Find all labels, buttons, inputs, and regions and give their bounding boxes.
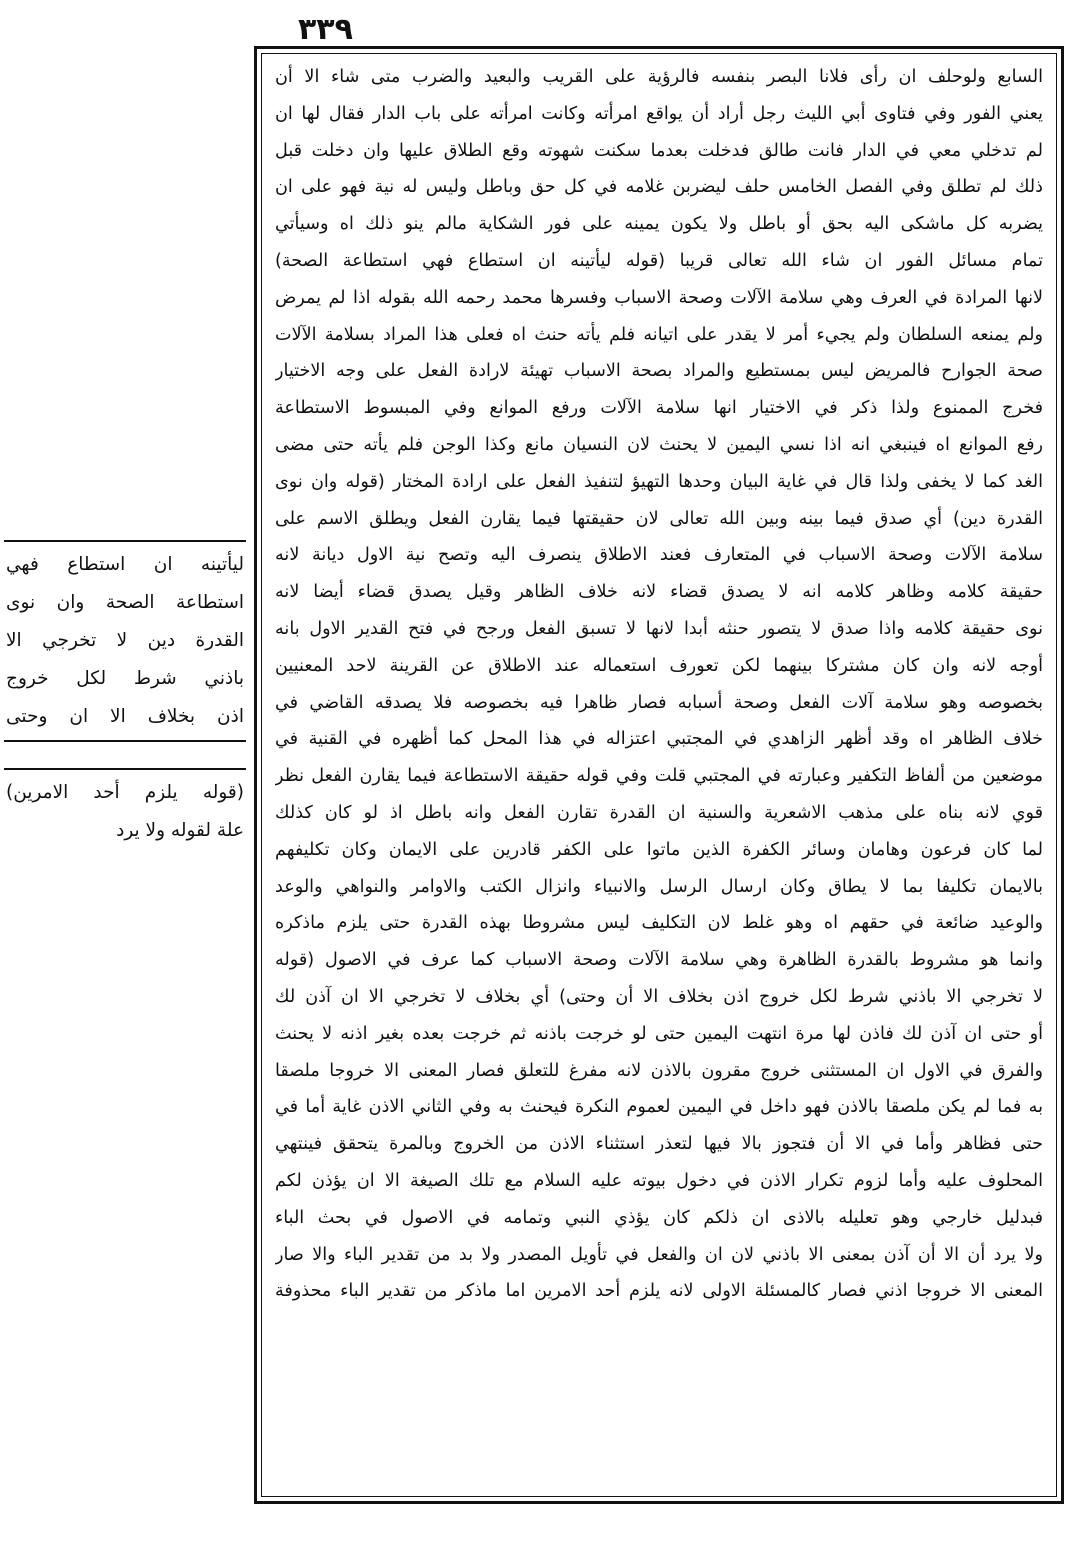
text-line: نوى حقيقة كلامه واذا صدق لا يتصور حنثه أبدا لانها لا تسبق الفعل ورجح في فتح القدير الاول بانه [275,618,1043,639]
text-line: المحلوف عليه وأما لزوم تكرار الاذن في دخول بيوته عليه السلام مع تلك الصيغة الا ان يؤذن لكم [275,1170,1043,1191]
text-line: والوعيد ضائعة في حقهم اه وهو غلط لان التكليف ليس مشروطا بهذه القدرة حتى يلزم ماذكره [275,913,1043,934]
text-line: صحة الجوارح فالمريض ليس بمستطيع والمراد بصحة الاسباب تهيئة لارادة الفعل على وجه الاختيار [275,361,1043,382]
text-line: تمام مسائل الفور ان شاء الله تعالى قريبا (قوله ليأتينه ان استطاع فهي استطاعة الصحة) [275,250,1043,271]
text-line: وانما هو مشروط بالقدرة الظاهرة وهي سلامة الآلات وصحة الاسباب كما عرف في الاصول (قوله [275,950,1043,971]
text-line: القدرة دين) أي صدق فيما بينه وبين الله تعالى لان حقيقتها فيما يقارن الفعل ويطلق الاسم على [275,508,1043,529]
margin-note-line: باذني شرط لكل خروج [6,668,244,689]
text-line: فخرج الممنوع ولذا ذكر في الاختيار انها سلامة الآلات ورفع الموانع وفي المبسوط الاستطاعة [275,398,1043,419]
text-line: حقيقة كلامه وظاهر كلامه انه لا يصدق قضاء لانه خلاف الظاهر وقيل يصدق قضاء أيضا لانه [275,582,1043,603]
text-line: السابع ولوحلف ان رأى فلانا البصر بنفسه فالرؤية على القريب والبعيد والضرب متى شاء الا أن [275,67,1043,87]
margin-note-line: اذن بخلاف الا ان وحتى [6,706,244,727]
margin-note-line: القدرة دين لا تخرجي الا [6,630,244,651]
text-line: موضعين من ألفاظ التكفير وعبارته في المجتبي قلت وفي قوله حقيقة الاستطاعة فيما يقارن الفعل نظر [275,766,1043,787]
text-line: سلامة الآلات وصحة الاسباب في المتعارف فعند الاطلاق ينصرف اليه وتصح نية الاول ديانة لانه [275,545,1043,566]
margin-note-line: ليأتينه ان استطاع فهي [6,554,244,575]
page-number: ٣٣٩ [298,12,353,47]
text-line: به فما لم يكن ملصقا بالاذن فهو داخل في اليمين لعموم النكرة فيحنث به وفي الثاني الاذن غاية أما في [275,1097,1043,1118]
text-line: قوي لانه بناه على مذهب الاشعرية والسنية ان القدرة تقارن الفعل وانه باطل اذ لو كان كذلك [275,802,1043,823]
text-line: فبدليل خارجي وهو تعليله بالاذى ان ذلكم كان يؤذي النبي وتمامه في الاصول في بحث الباء [275,1207,1043,1228]
margin-note-line: علة لقوله ولا يرد [116,820,244,841]
text-line: أوجه لانه وان كان مشتركا بينهما لكن تعورف استعماله عند الاطلاق عن القرينة لاحد المعنيين [275,655,1043,676]
text-line: أو حتى ان آذن لك فاذن لها مرة انتهت اليمين حتى لو خرجت باذنه ثم خرجت بعده بغير اذنه لا يحنث [275,1023,1043,1044]
margin-note-line: استطاعة الصحة وان نوى [6,592,244,613]
text-line: ذلك لم تطلق وفي الفصل الخامس حلف ليضربن غلامه في كل حق وباطل وليس له نية فهو على ان [275,177,1043,198]
text-line: خلاف الظاهر اه وقد أظهر الزاهدي في المجتبي اعتزاله في هذا المحل كما أظهره في القنية في [275,729,1043,750]
text-line: المعنى الا خروجا اذني فصار كالمسئلة الاولى لانه يلزم أحد الامرين اما ماذكر من تقدير الباء محذوفة [275,1281,1043,1302]
text-line: يعني الفور وفي فتاوى أبي الليث رجل أراد أن يواقع امرأته وكانت امرأته على باب الدار فقال لها ان [275,103,1043,124]
text-line: الغد كما لا يخفى ولذا قال في غاية البيان وحدها التهيؤ لتنفيذ الفعل على ارادة المختار (قوله وان نوى [275,471,1043,492]
margin-note-explanation [4,768,246,854]
text-line: بالايمان تكليفا بما لا يطاق وكان ارسال الرسل والانبياء وانزال الكتب والاوامر والنواهي والوعد [275,876,1043,897]
text-line: والفرق في الاول ان المستثنى خروج مقرون بالاذن لانه مفرغ للتعلق فصار المعنى الا خروجا ملصقا [275,1060,1043,1081]
text-line: رفع الموانع اه فينبغي انه اذا نسي اليمين لا يحنث لان النسيان مانع وكذا الوجن فلم يأته حتى مضى [275,434,1043,455]
text-line: لا تخرجي الا باذني شرط لكل خروج اذن بخلاف الا أن وحتى) أي بخلاف لا تخرجي الا ان آذن لك [275,986,1043,1007]
text-line: ولا يرد أن الا أن آذن بمعنى الا باذني لان ان والفعل في تأويل المصدر ولا بد من تقدير الباء والا صار [275,1244,1043,1265]
main-text-body [275,59,1043,1310]
text-line: حتى فظاهر وأما في الا أن فتجوز بالا فيها لتعذر استثناء الاذن من الخروج وبالمرة يتحقق فينتهي [275,1134,1043,1155]
margin-note-line: (قوله يلزم أحد الامرين) [6,782,244,803]
text-line: يضربه كل ماشكى اليه بحق أو باطل ولا يكون يمينه على فور الشكاية مالم ينو ذلك اه وسيأتي [275,214,1043,235]
main-text-frame [254,46,1064,1504]
text-line: لانها المرادة في العرف وهي سلامة الآلات وصحة الاسباب وفسرها محمد رحمه الله بقوله اذا لم يمرض [275,287,1043,308]
text-line: لم تدخلي معي في الدار فانت طالق فدخلت بعدما سكنت شهوته وقع الطلاق عليها وان دخلت قبل [275,140,1043,161]
text-line: لما كان فرعون وهامان وسائر الكفرة الذين ماتوا على الكفر قادرين على الايمان وكان تكليفهم [275,839,1043,860]
text-line: ولم يمنعه السلطان ولم يجيء أمر لا يقدر على اتيانه فلم يأته حنث اه فعلى هذا المراد بسلامة الآلات [275,324,1043,345]
text-line: بخصوصه وهو سلامة آلات الفعل وصحة أسبابه فصار ظاهرا فيه بخصوصه فلا يصدقه القاضي في [275,692,1043,713]
margin-note-headings [4,540,246,742]
